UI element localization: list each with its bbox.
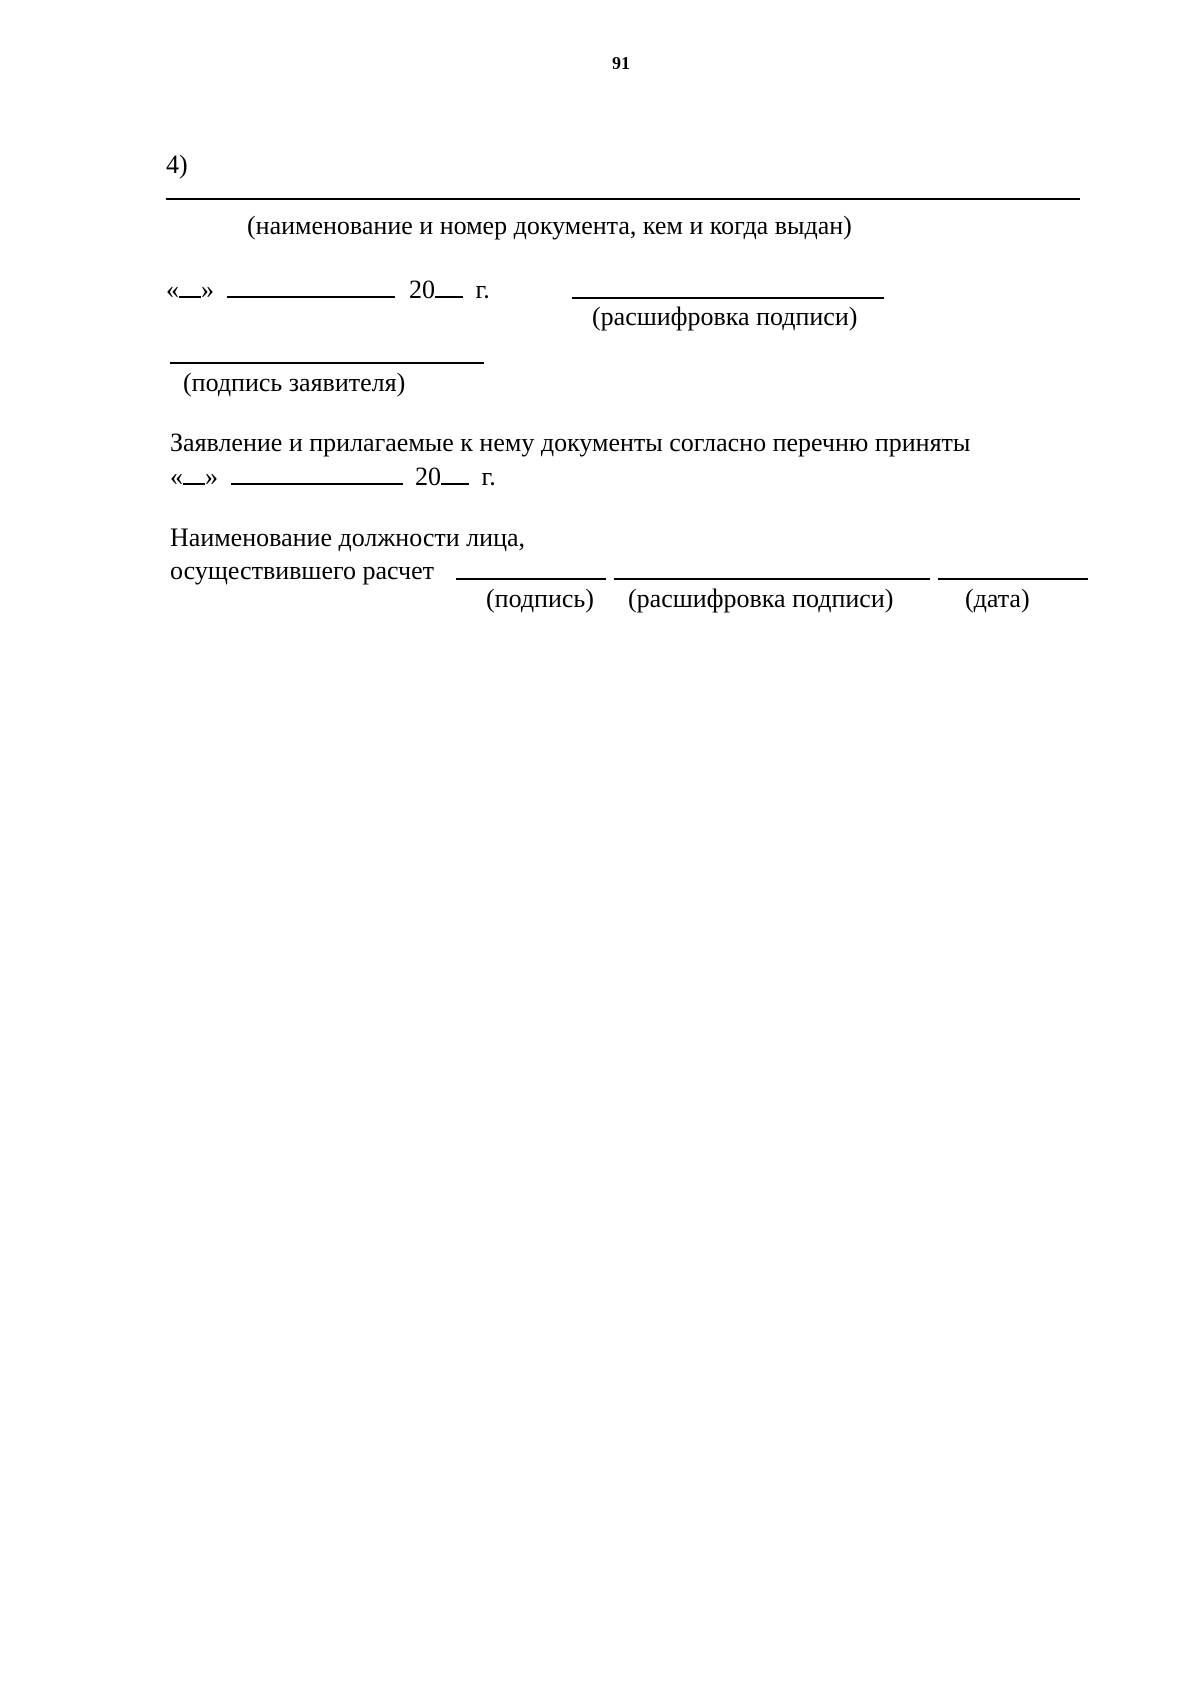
quote-open: «	[166, 275, 179, 304]
document-name-line	[166, 198, 1080, 200]
day-blank	[179, 278, 201, 298]
year-suffix: г.	[475, 275, 490, 304]
official-signature-line	[456, 578, 606, 580]
day-blank	[183, 465, 205, 485]
document-name-caption: (наименование и номер документа, кем и когда выдан)	[247, 211, 852, 240]
applicant-date-field	[166, 277, 490, 303]
official-date-line	[938, 578, 1088, 580]
official-decoding-line	[614, 578, 930, 580]
year-suffix: г.	[481, 462, 496, 491]
page-number: 91	[612, 53, 630, 73]
year-blank	[435, 278, 463, 298]
quote-close: »	[205, 462, 218, 491]
quote-close: »	[201, 275, 214, 304]
month-blank	[231, 465, 403, 485]
month-blank	[227, 278, 395, 298]
official-date-caption: (дата)	[965, 584, 1030, 613]
acceptance-text: Заявление и прилагаемые к нему документы согласно перечню приняты	[170, 428, 971, 457]
year-blank	[441, 465, 469, 485]
official-position-line2: осуществившего расчет	[170, 556, 435, 585]
applicant-signature-caption: (подпись заявителя)	[183, 368, 406, 397]
applicant-signature-line	[170, 362, 484, 364]
decoding-caption: (расшифровка подписи)	[592, 302, 858, 331]
official-signature-caption: (подпись)	[486, 584, 594, 613]
year-prefix: 20	[415, 462, 441, 491]
official-decoding-caption: (расшифровка подписи)	[628, 584, 894, 613]
official-position-line1: Наименование должности лица,	[170, 523, 526, 552]
item-marker: 4)	[166, 150, 188, 179]
quote-open: «	[170, 462, 183, 491]
year-prefix: 20	[409, 275, 435, 304]
decoding-line	[572, 297, 884, 299]
acceptance-date-field	[170, 464, 496, 490]
